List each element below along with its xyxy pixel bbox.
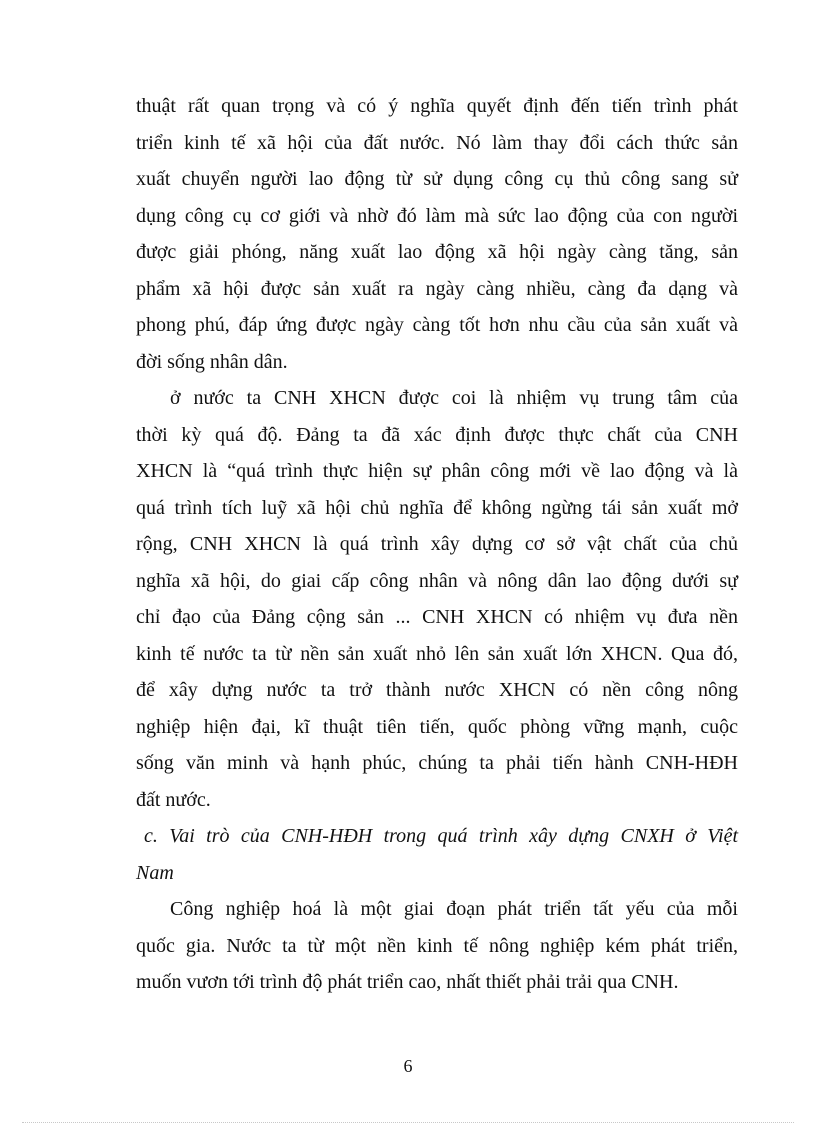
text-line: sống văn minh và hạnh phúc, chúng ta phải tiến hành CNH-HĐH (136, 752, 738, 774)
text-line: phong phú, đáp ứng được ngày càng tốt hơn nhu cầu của sản xuất và (136, 314, 738, 336)
text-line: quốc gia. Nước ta từ một nền kinh tế nông nghiệp kém phát triển, (136, 934, 738, 957)
text-line: quá trình tích luỹ xã hội chủ nghĩa để không ngừng tái sản xuất mở (136, 496, 738, 519)
text-line: thời kỳ quá độ. Đảng ta đã xác định được thực chất của CNH (136, 423, 738, 446)
paragraph-2 (136, 380, 738, 818)
text-line: XHCN là “quá trình thực hiện sự phân công mới về lao động và là (136, 460, 738, 482)
text-line: được giải phóng, năng xuất lao động xã hội ngày càng tăng, sản (136, 241, 738, 263)
text-line: dụng công cụ cơ giới và nhờ đó làm mà sức lao động của con người (136, 204, 738, 227)
text-line: nghĩa xã hội, do giai cấp công nhân và nông dân lao động dưới sự (136, 569, 738, 592)
text-line: để xây dựng nước ta trở thành nước XHCN có nền công nông (136, 679, 738, 701)
heading-line: c. Vai trò của CNH-HĐH trong quá trình xây dựng CNXH ở Việt (144, 825, 738, 847)
section-heading (136, 818, 738, 891)
text-line: đời sống nhân dân. (136, 350, 288, 373)
text-line: muốn vươn tới trình độ phát triển cao, nhất thiết phải trải qua CNH. (136, 971, 679, 993)
text-line: ở nước ta CNH XHCN được coi là nhiệm vụ trung tâm của (170, 387, 738, 409)
text-line: triển kinh tế xã hội của đất nước. Nó làm thay đổi cách thức sản (136, 131, 738, 154)
text-line: kinh tế nước ta từ nền sản xuất nhỏ lên sản xuất lớn XHCN. Qua đó, (136, 642, 738, 665)
text-line: rộng, CNH XHCN là quá trình xây dựng cơ sở vật chất của chủ (136, 533, 738, 555)
paragraph-3 (136, 891, 738, 1001)
text-line: nghiệp hiện đại, kĩ thuật tiên tiến, quốc phòng vững mạnh, cuộc (136, 715, 738, 738)
page-number: 6 (403, 1056, 413, 1076)
text-line: chỉ đạo của Đảng cộng sản ... CNH XHCN có nhiệm vụ đưa nền (136, 606, 738, 628)
text-line: xuất chuyển người lao động từ sử dụng công cụ thủ công sang sử (136, 168, 738, 190)
text-line: thuật rất quan trọng và có ý nghĩa quyết định đến tiến trình phát (136, 95, 738, 117)
text-line: Công nghiệp hoá là một giai đoạn phát triển tất yếu của mỗi (170, 898, 738, 920)
text-line: đất nước. (136, 788, 211, 811)
text-line: phẩm xã hội được sản xuất ra ngày càng nhiều, càng đa dạng và (136, 277, 738, 300)
heading-line: Nam (136, 861, 174, 884)
page-body (136, 88, 738, 1001)
paragraph-1 (136, 88, 738, 380)
